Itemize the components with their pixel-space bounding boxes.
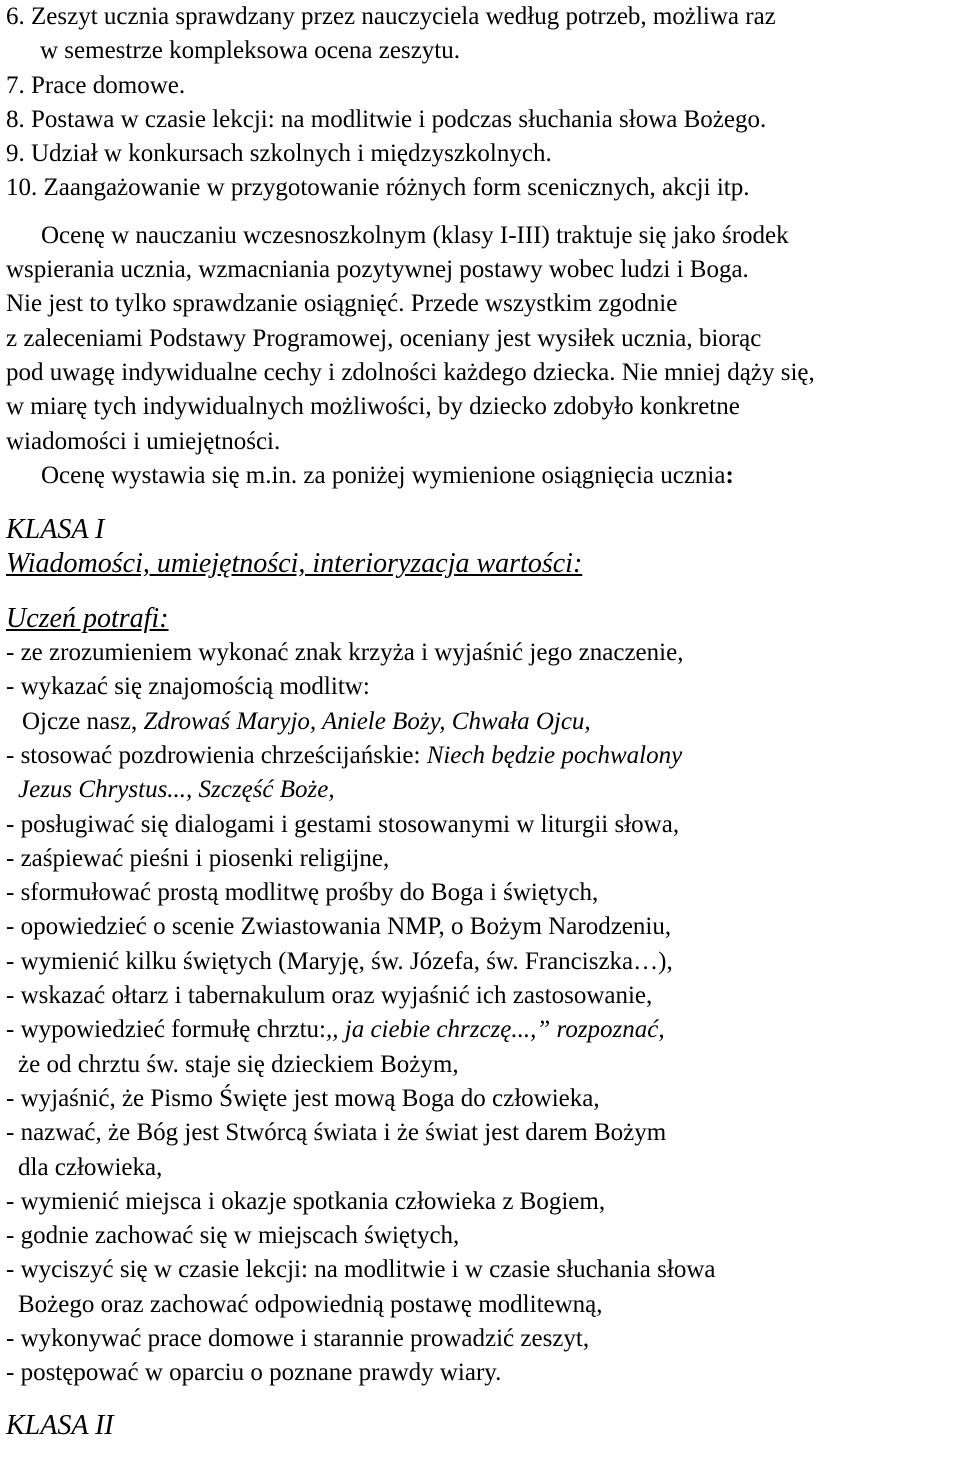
list-item-continuation: że od chrztu św. staje się dzieckiem Bożym,	[18, 1050, 459, 1078]
list-item: 9. Udział w konkursach szkolnych i międzyszkolnych.	[6, 140, 552, 168]
list-item-continuation: w semestrze kompleksowa ocena zeszytu.	[40, 37, 460, 65]
list-item: - postępować w oparciu o poznane prawdy wiary.	[6, 1359, 502, 1387]
list-item: - wykonywać prace domowe i starannie prowadzić zeszyt,	[6, 1324, 590, 1352]
knowledge-heading: Wiadomości, umiejętności, interioryzacja wartości:	[6, 548, 583, 580]
class-1-heading: KLASA I	[6, 514, 105, 546]
greeting-italic-cont: Jezus Chrystus..., Szczęść Boże,	[18, 776, 335, 804]
list-item: 7. Prace domowe.	[6, 71, 186, 99]
prayer-our-father: Ojcze nasz,	[22, 707, 144, 735]
list-item: - godnie zachować się w miejscach świętych,	[6, 1222, 460, 1250]
list-item: 6. Zeszyt ucznia sprawdzany przez nauczyciela według potrzeb, możliwa raz	[6, 3, 776, 30]
paragraph-line: z zaleceniami Podstawy Programowej, oceniany jest wysiłek ucznia, biorąc	[6, 324, 762, 352]
paragraph-line: Ocenę w nauczaniu wczesnoszkolnym (klasy I-III) traktuje się jako środek	[41, 221, 789, 249]
list-item: - wskazać ołtarz i tabernakulum oraz wyjaśnić ich zastosowanie,	[6, 982, 653, 1010]
paragraph-line: wiadomości i umiejętności.	[6, 427, 281, 455]
list-item: - nazwać, że Bóg jest Stwórcą świata i że świat jest darem Bożym	[6, 1119, 667, 1147]
prayers-italic: Zdrowaś Maryjo, Aniele Boży, Chwała Ojcu,	[143, 707, 591, 735]
paragraph-line: pod uwagę indywidualne cechy i zdolności każdego dziecka. Nie mniej dąży się,	[6, 358, 815, 386]
list-item: - opowiedzieć o scenie Zwiastowania NMP, o Bożym Narodzeniu,	[6, 913, 672, 941]
baptism-text: - wypowiedzieć formułę chrztu:	[6, 1016, 327, 1044]
list-item: 10. Zaangażowanie w przygotowanie różnych form scenicznych, akcji itp.	[6, 174, 750, 202]
class-1-section	[6, 513, 960, 1390]
pupil-can-heading: Uczeń potrafi:	[6, 602, 169, 634]
list-item: - ze zrozumieniem wykonać znak krzyża i wyjaśnić jego znaczenie,	[6, 639, 684, 667]
paragraph-line: w miarę tych indywidualnych możliwości, by dziecko zdobyło konkretne	[6, 393, 740, 421]
list-item: 8. Postawa w czasie lekcji: na modlitwie i podczas słuchania słowa Bożego.	[6, 105, 767, 133]
list-item: - wyciszyć się w czasie lekcji: na modlitwie i w czasie słuchania słowa	[6, 1256, 716, 1284]
grade-basis-colon: :	[725, 461, 734, 489]
list-item: - sformułować prostą modlitwę prośby do Boga i świętych,	[6, 879, 599, 907]
list-item: - posługiwać się dialogami i gestami stosowanymi w liturgii słowa,	[6, 810, 680, 838]
document-page	[6, 0, 960, 1443]
list-item	[6, 1013, 960, 1047]
list-item: - wyjaśnić, że Pismo Święte jest mową Boga do człowieka,	[6, 1084, 600, 1112]
list-item	[6, 739, 960, 773]
greeting-italic: Niech będzie pochwalony	[426, 741, 683, 769]
list-item: - wymienić kilku świętych (Maryję, św. Józefa, św. Franciszka…),	[6, 947, 673, 975]
greetings-text: - stosować pozdrowienia chrześcijańskie:	[6, 741, 427, 769]
list-item-continuation: dla człowieka,	[18, 1153, 163, 1181]
grade-basis-text: Ocenę wystawia się m.in. za poniżej wymienione osiągnięcia ucznia	[41, 461, 726, 489]
skills-list	[6, 636, 960, 1391]
class-2-heading: KLASA II	[6, 1409, 114, 1441]
baptism-formula-italic: ,, ja ciebie chrzczę...,” rozpoznać,	[326, 1016, 665, 1044]
intro-paragraph	[6, 219, 960, 493]
list-item: - wymienić miejsca i okazje spotkania człowieka z Bogiem,	[6, 1187, 606, 1215]
evaluation-criteria-list	[6, 0, 960, 206]
grade-basis-line	[6, 459, 960, 493]
paragraph-line: Nie jest to tylko sprawdzanie osiągnięć. Przede wszystkim zgodnie	[6, 290, 678, 318]
list-item-continuation	[6, 773, 960, 807]
list-item: - wykazać się znajomością modlitw:	[6, 673, 370, 701]
list-item-continuation: Bożego oraz zachować odpowiednią postawę modlitewną,	[18, 1290, 603, 1318]
list-item-continuation	[6, 705, 960, 739]
paragraph-line: wspierania ucznia, wzmacniania pozytywnej postawy wobec ludzi i Boga.	[6, 256, 749, 284]
list-item: - zaśpiewać pieśni i piosenki religijne,	[6, 844, 390, 872]
